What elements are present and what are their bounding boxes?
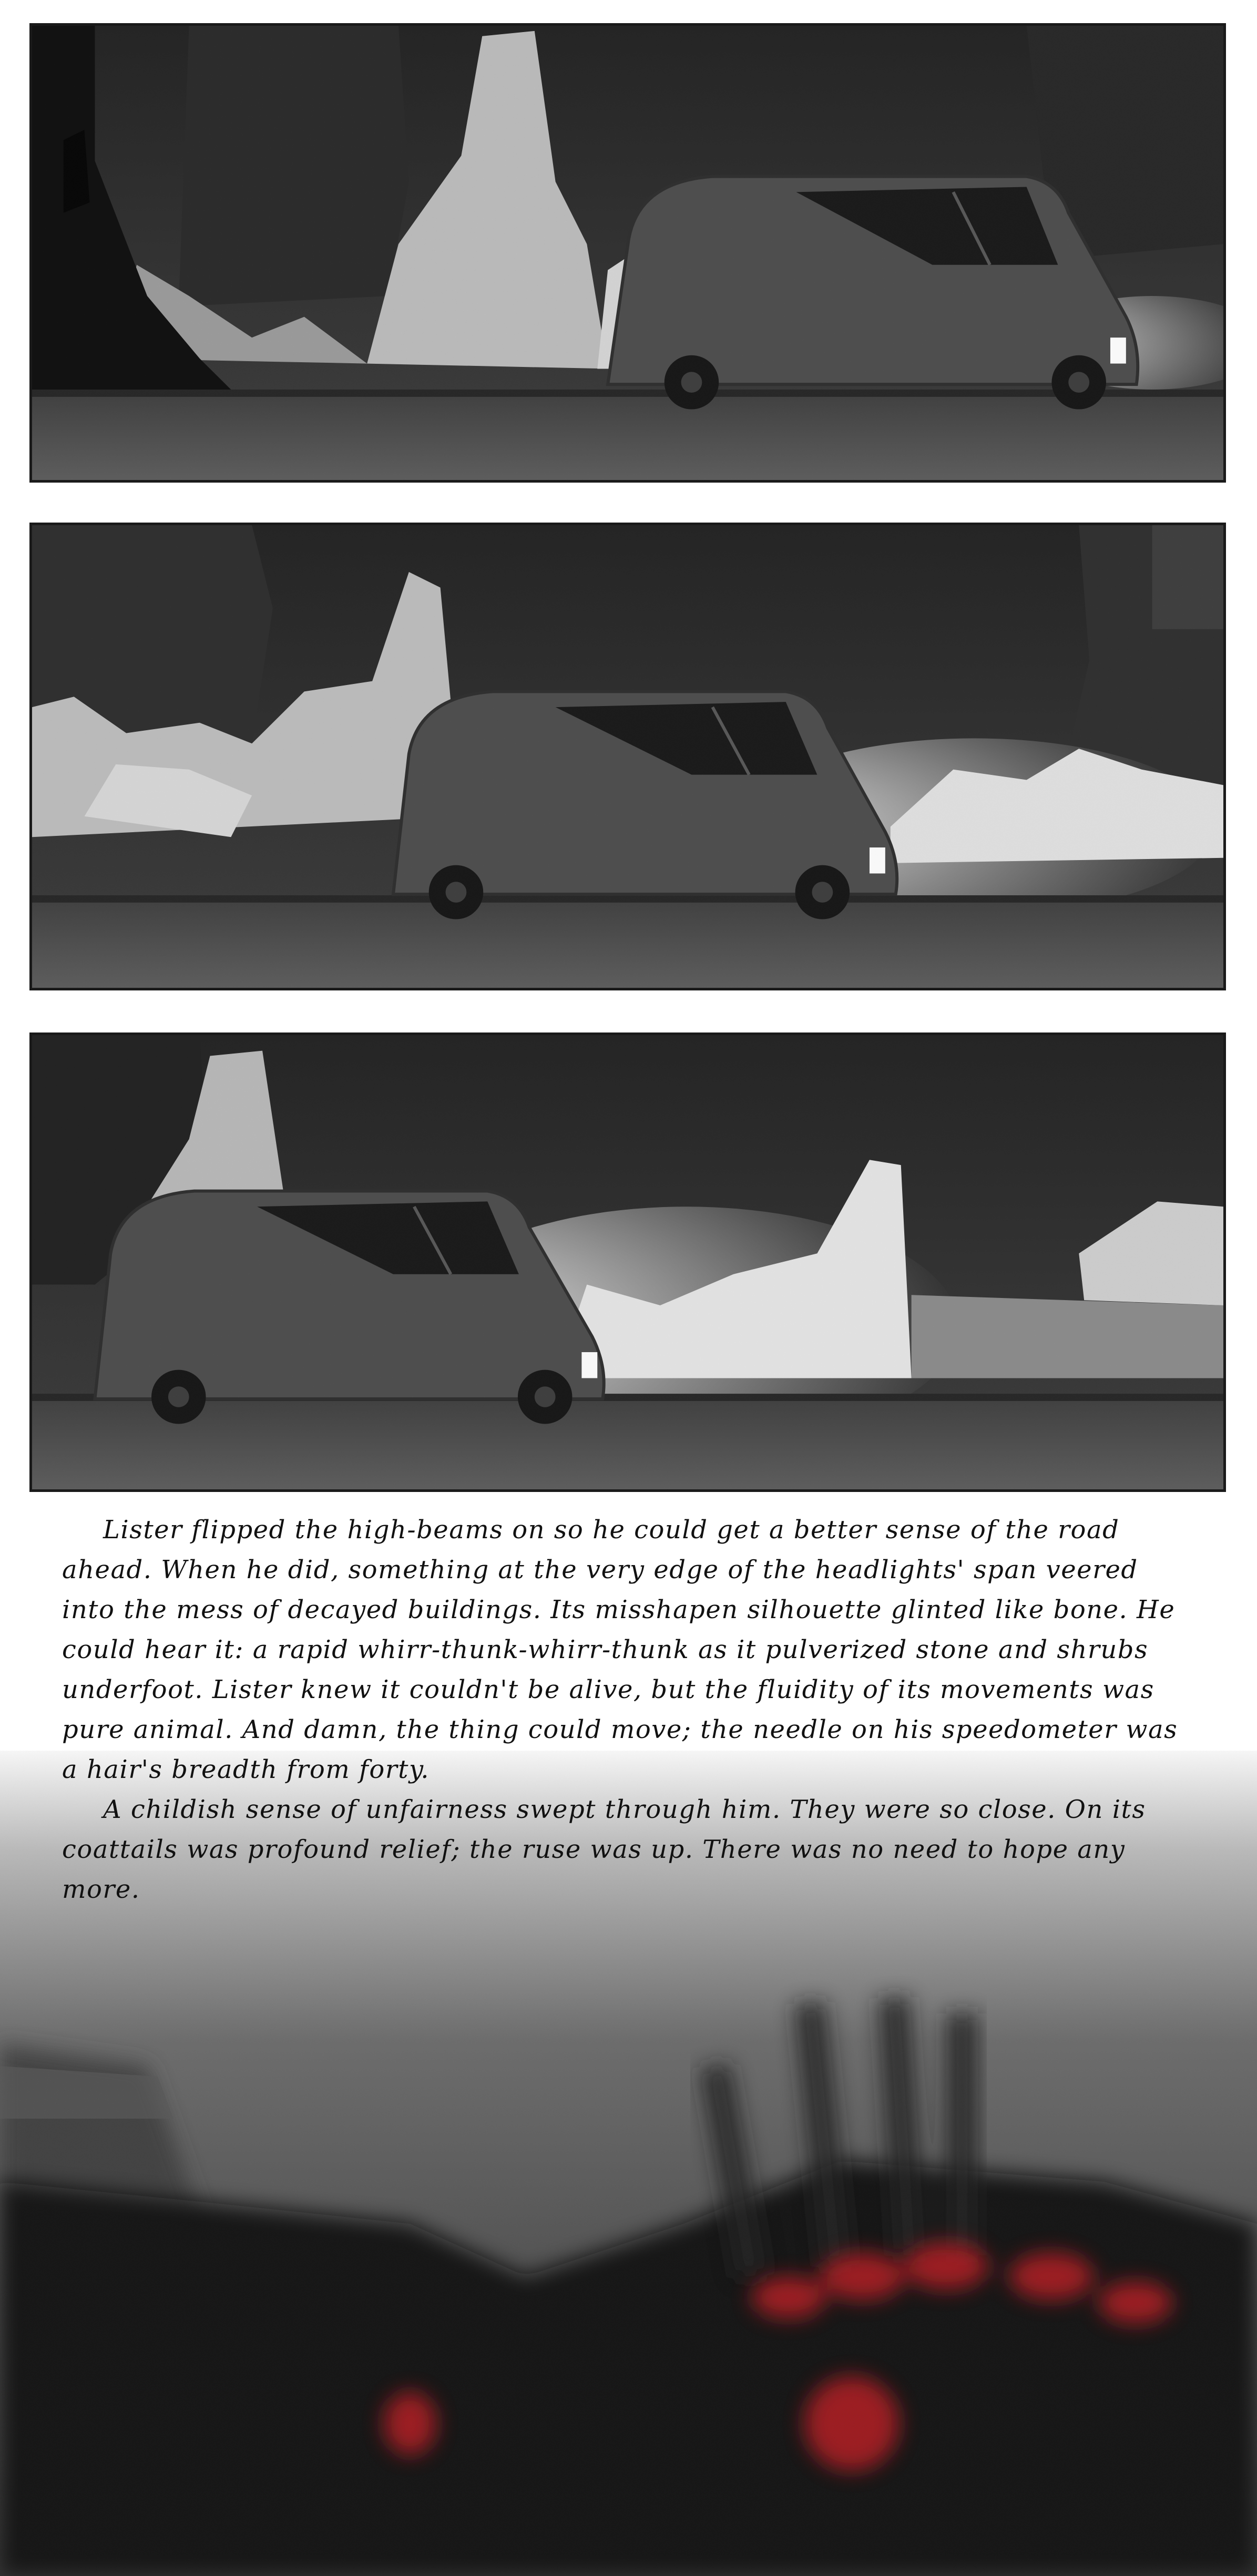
story-text — [62, 1510, 1192, 1909]
panel-2-illustration — [32, 525, 1223, 988]
story-paragraph-2: A childish sense of unfairness swept through him. They were so close. On its coattails was profound relief; the ruse was up. There was no need to hope any more. — [62, 1795, 1146, 1904]
comic-panel-1 — [29, 23, 1226, 483]
comic-panel-2 — [29, 523, 1226, 990]
panel-3-illustration — [32, 1035, 1223, 1489]
story-paragraph-1: Lister flipped the high-beams on so he could get a better sense of the road ahead. When he did, something at the very edge of the headlights' span veered into the mess of decayed buildings. Its misshapen silhouette glinted like bone. He could hear it: a rapid whirr-thunk-whirr-thunk as it pulverized stone and shrubs underfoot. Lister knew it couldn't be alive, but the fluidity of its movements was pure animal. And damn, the thing could move; the needle on his speedometer was a hair's breadth from forty. — [62, 1515, 1178, 1784]
comic-panel-3 — [29, 1033, 1226, 1492]
panel-1-illustration — [32, 26, 1223, 480]
